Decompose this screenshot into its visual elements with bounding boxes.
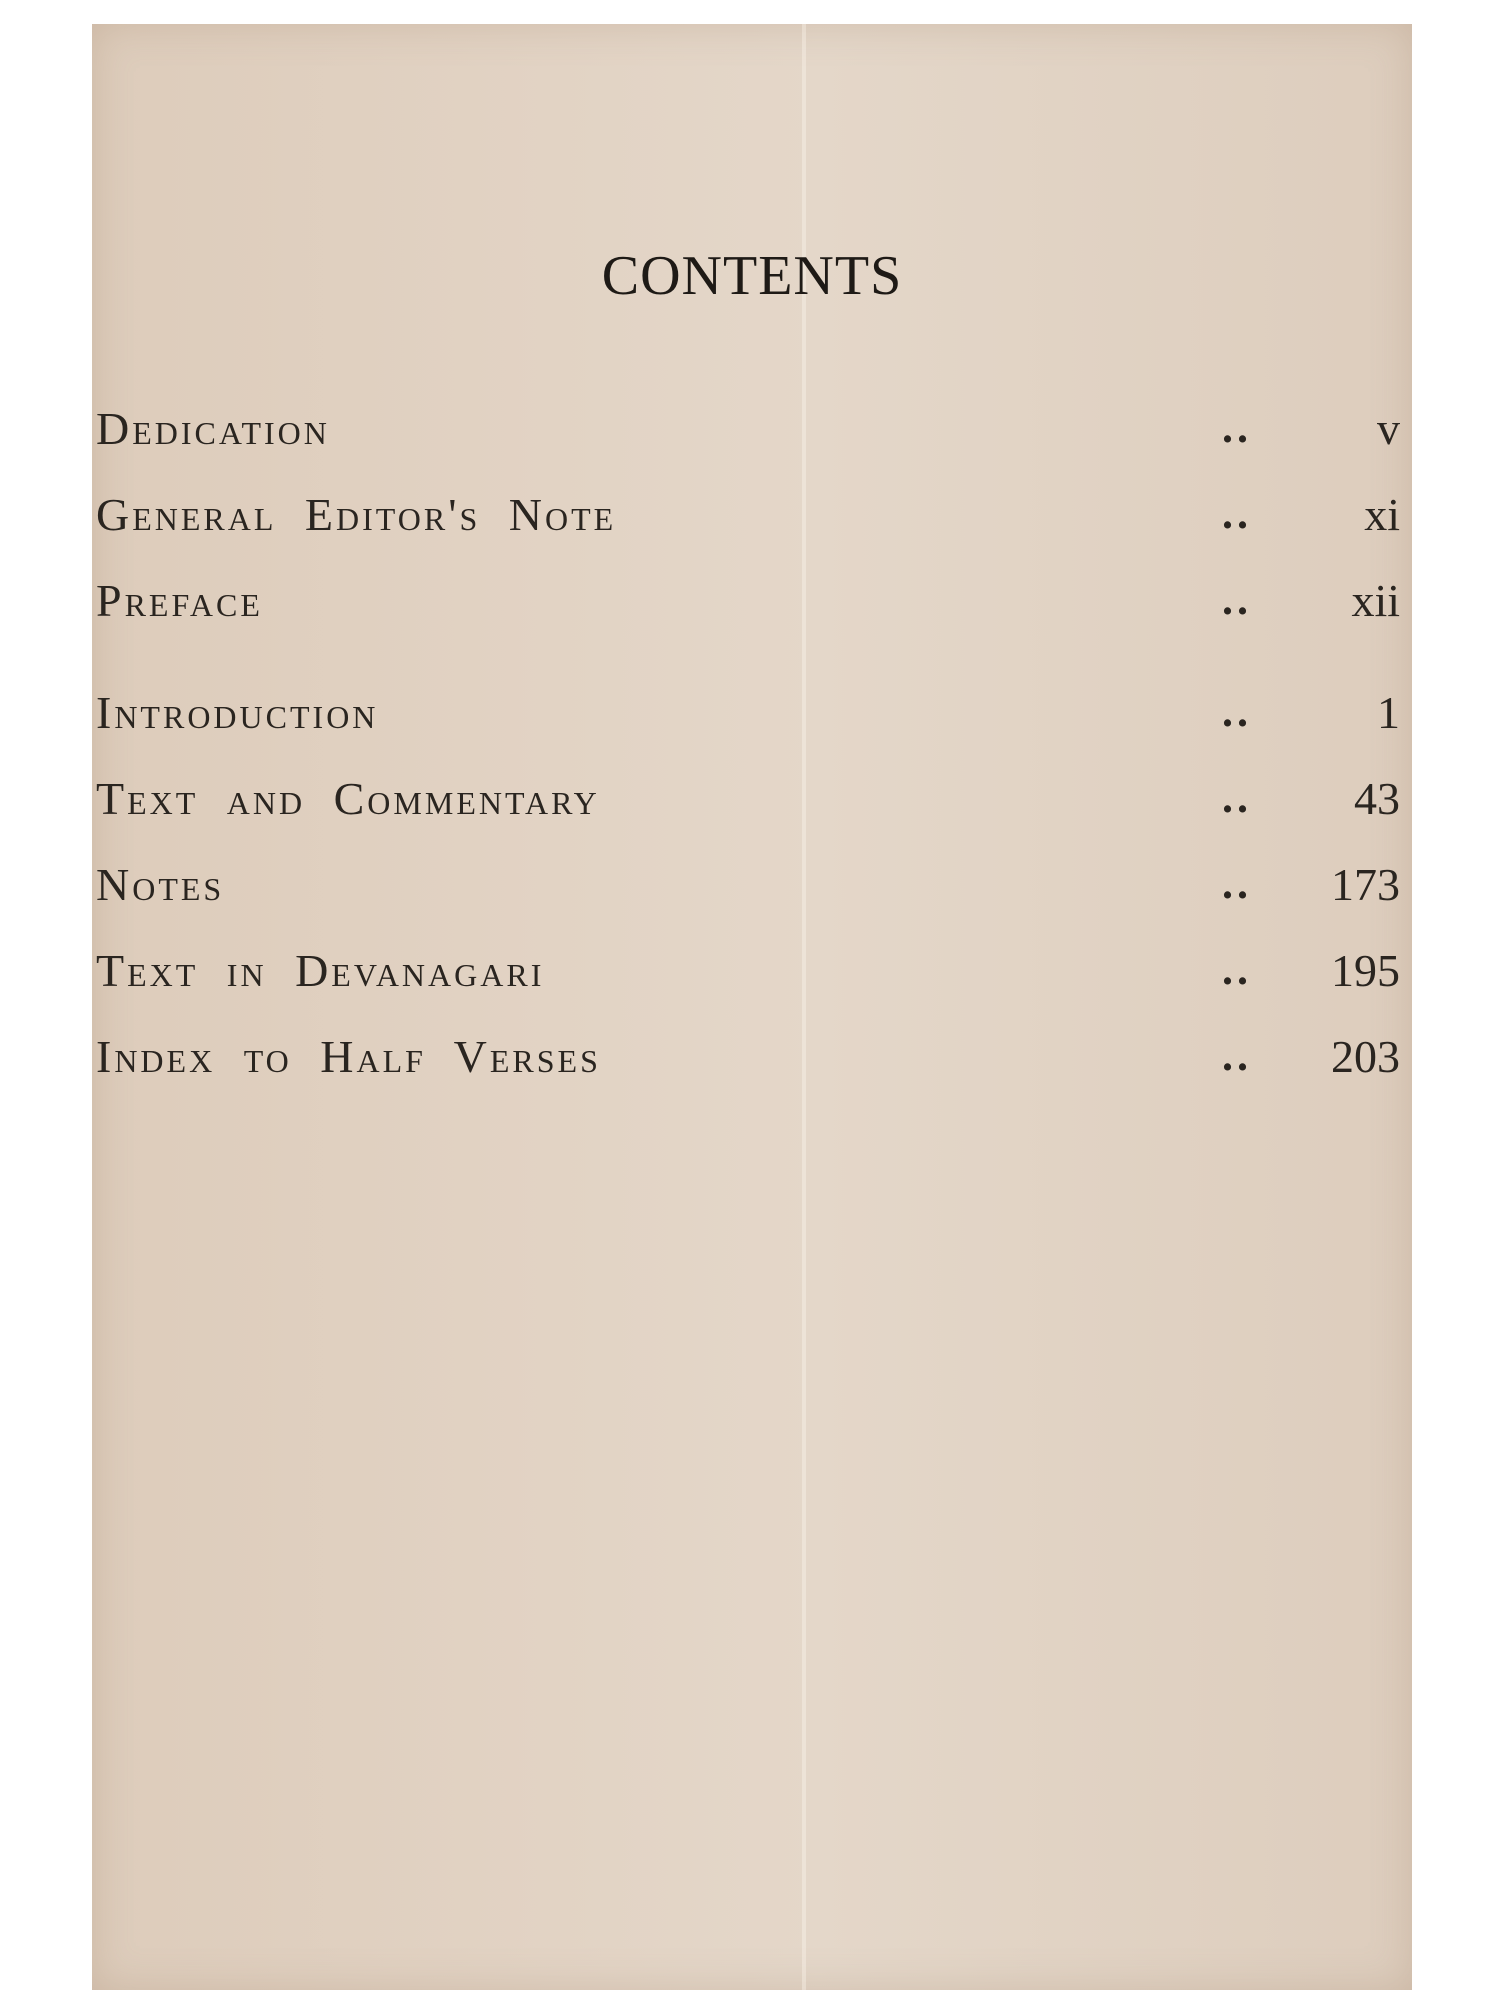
toc-entry-page: 1 — [1377, 687, 1400, 738]
toc-entry-general-editors-note — [92, 488, 1400, 548]
toc-entry-page: 43 — [1354, 773, 1400, 824]
toc-entry-introduction — [92, 686, 1400, 746]
toc-entry-page: xi — [1364, 489, 1400, 540]
toc-entry-label: Index to Half Verses — [96, 1031, 601, 1082]
toc-entry-label: Text and Commentary — [96, 773, 600, 824]
toc-entry-leader: .. — [1222, 1031, 1252, 1080]
toc-entry-page: 195 — [1331, 945, 1400, 996]
toc-entry-page: xii — [1351, 575, 1400, 626]
table-of-contents — [92, 24, 1412, 1990]
toc-entry-page: v — [1377, 403, 1400, 454]
page-title: CONTENTS — [601, 245, 903, 307]
toc-entry-leader: .. — [1222, 489, 1252, 538]
toc-entry-page: 173 — [1331, 859, 1400, 910]
toc-entry-index-to-half-verses — [92, 1030, 1400, 1090]
toc-entry-label: General Editor's Note — [96, 489, 617, 540]
toc-entry-label: Text in Devanagari — [96, 945, 545, 996]
toc-entry-label: Preface — [96, 575, 263, 626]
toc-entry-label: Introduction — [96, 687, 379, 738]
toc-entry-leader: .. — [1222, 859, 1252, 908]
toc-entry-notes — [92, 858, 1400, 918]
toc-entry-leader: .. — [1222, 575, 1252, 624]
book-page — [92, 24, 1412, 1990]
toc-entry-leader: .. — [1222, 403, 1252, 452]
toc-entry-text-in-devanagari — [92, 944, 1400, 1004]
toc-entry-dedication — [92, 402, 1400, 462]
toc-entry-text-and-commentary — [92, 772, 1400, 832]
toc-entry-leader: .. — [1222, 945, 1252, 994]
toc-entry-page: 203 — [1331, 1031, 1400, 1082]
toc-entry-preface — [92, 574, 1400, 634]
toc-entry-leader: .. — [1222, 687, 1252, 736]
toc-entry-label: Dedication — [96, 403, 330, 454]
toc-entry-label: Notes — [96, 859, 225, 910]
toc-entry-leader: .. — [1222, 773, 1252, 822]
